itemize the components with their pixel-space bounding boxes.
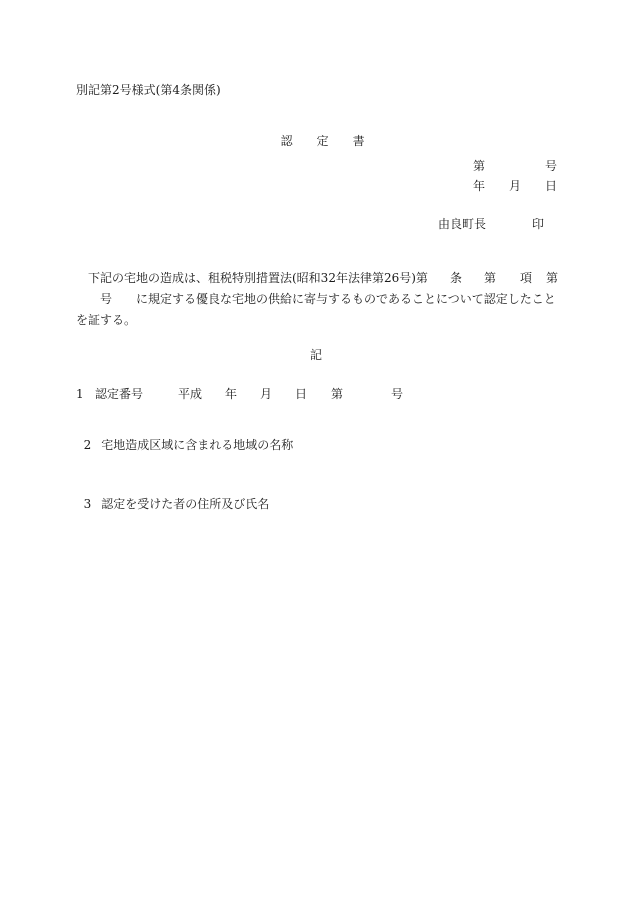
item-1-number: 1 [76, 387, 84, 401]
item-1-era: 平成 [178, 387, 203, 401]
item-1-year: 年 [225, 387, 238, 401]
title-char-2: 定 [316, 134, 329, 148]
item-2-label: 宅地造成区域に含まれる地域の名称 [101, 438, 294, 452]
statement-go: 号 [100, 292, 113, 306]
item-1-dai: 第 [331, 387, 344, 401]
issuer-line [438, 218, 548, 232]
date-month: 月 [509, 179, 522, 193]
item-1-day: 日 [295, 387, 308, 401]
issuer-name: 由良町長 [438, 217, 487, 231]
statement-line-2: に規定する優良な宅地の供給に寄与するものであることについて認定したこと [136, 292, 556, 306]
statement-dai-3: 第 [546, 271, 559, 285]
form-heading: 別記第2号様式(第4条関係) [76, 83, 221, 97]
list-item-certification-number [76, 388, 416, 402]
seal-mark: 印 [532, 217, 545, 231]
certificate-number-line [473, 160, 557, 174]
item-1-month: 月 [260, 387, 273, 401]
item-3-label: 認定を受けた者の住所及び氏名 [101, 497, 270, 511]
item-1-label: 認定番号 [95, 387, 144, 401]
statement-kou: 項 [520, 271, 533, 285]
cert-number-dai: 第 [473, 159, 486, 173]
date-day: 日 [545, 179, 558, 193]
item-1-go: 号 [391, 387, 404, 401]
issue-date-line [473, 180, 557, 194]
statement-line-3: を証する。 [76, 313, 137, 327]
date-year: 年 [473, 179, 486, 193]
list-item-holder-address-name [76, 486, 269, 510]
title-char-3: 書 [352, 134, 365, 148]
ki-heading: 記 [310, 348, 323, 362]
document-title [273, 123, 365, 147]
list-item-area-name [76, 427, 293, 451]
statement-jou: 条 [450, 271, 463, 285]
title-char-1: 認 [280, 134, 293, 148]
cert-number-go: 号 [545, 159, 558, 173]
statement-dai-2: 第 [484, 271, 497, 285]
statement-line-1: 下記の宅地の造成は、租税特別措置法(昭和32年法律第26号)第 [88, 271, 428, 285]
item-2-number: 2 [83, 438, 92, 452]
item-3-number: 3 [83, 497, 92, 511]
